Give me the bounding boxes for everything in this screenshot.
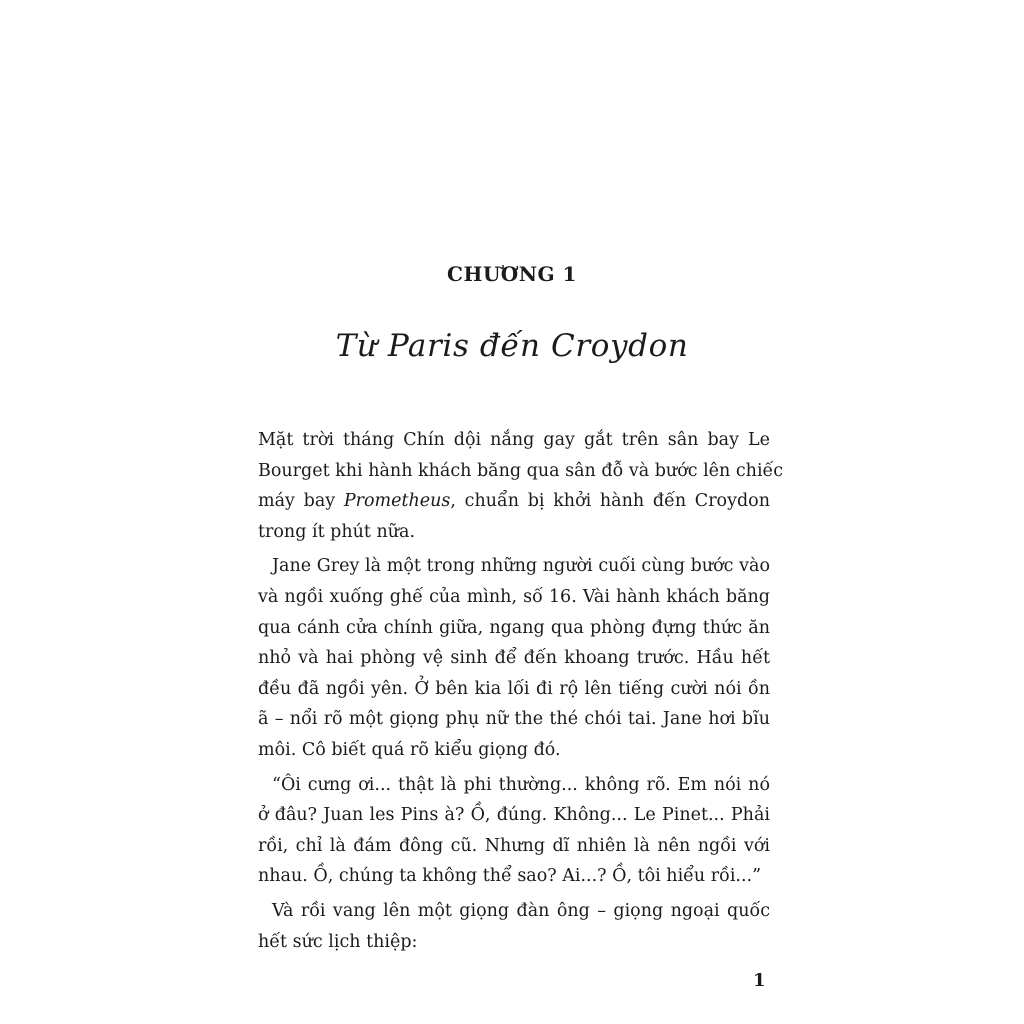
paragraph-line: rồi, chỉ là đám đông cũ. Nhưng dĩ nhiên là nên ngồi với: [258, 835, 770, 856]
body-text: [258, 425, 784, 957]
paragraph-line: “Ôi cưng ơi... thật là phi thường... không rõ. Em nói nó: [272, 774, 770, 795]
chapter-title: Từ Paris đến Croydon: [335, 328, 689, 364]
paragraph-line: qua cánh cửa chính giữa, ngang qua phòng đựng thức ăn: [258, 617, 770, 638]
page-number: 1: [753, 970, 766, 991]
text-run: máy bay: [258, 491, 344, 512]
paragraph-line: [258, 486, 770, 517]
paragraph-line: hết sức lịch thiệp:: [258, 931, 418, 952]
paragraph-line: đều đã ngồi yên. Ở bên kia lối đi rộ lên tiếng cười nói ồn: [258, 678, 770, 699]
paragraph-line: và ngồi xuống ghế của mình, số 16. Vài hành khách băng: [258, 586, 770, 607]
chapter-label: CHƯƠNG 1: [447, 262, 577, 286]
paragraph-line: ở đâu? Juan les Pins à? Ồ, đúng. Không... Le Pinet... Phải: [258, 805, 770, 826]
paragraph-line: nhau. Ồ, chúng ta không thể sao? Ai...? Ồ, tôi hiểu rồi...”: [258, 866, 762, 887]
paragraph-line: ã – nổi rõ một giọng phụ nữ the thé chói tai. Jane hơi bĩu: [258, 709, 770, 730]
paragraph-line: Bourget khi hành khách băng qua sân đỗ và bước lên chiếc: [258, 460, 784, 481]
paragraph-line: Và rồi vang lên một giọng đàn ông – giọng ngoại quốc: [272, 900, 770, 921]
paragraph-line: Mặt trời tháng Chín dội nắng gay gắt trên sân bay Le: [258, 430, 770, 450]
paragraph-line: trong ít phút nữa.: [258, 521, 416, 542]
paragraph-line: Jane Grey là một trong những người cuối cùng bước vào: [272, 556, 770, 577]
paragraph-line: nhỏ và hai phòng vệ sinh để đến khoang trước. Hầu hết: [258, 648, 770, 669]
paragraph-line: môi. Cô biết quá rõ kiểu giọng đó.: [258, 739, 561, 760]
ship-name-italic: Prometheus: [343, 491, 451, 512]
text-run: , chuẩn bị khởi hành đến Croydon: [450, 491, 770, 512]
